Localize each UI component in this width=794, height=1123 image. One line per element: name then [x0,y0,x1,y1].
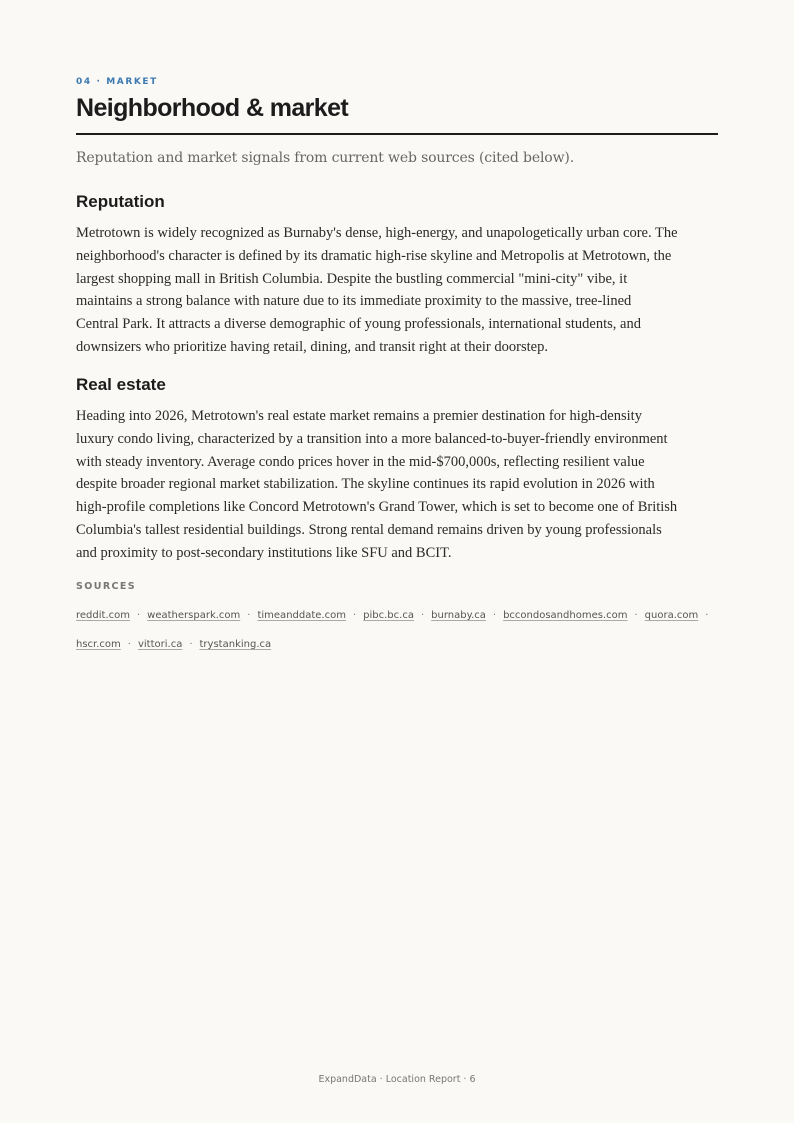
source-separator: · [492,610,497,621]
sources-label: SOURCES [76,581,137,592]
real-estate-line: luxury condo living, characterized by a transition into a more balanced-to-buyer-friendly environment [76,430,668,447]
source-link[interactable]: reddit.com [76,610,130,621]
real-estate-line: Heading into 2026, Metrotown's real estate market remains a premier destination for high-density [76,408,642,424]
section-kicker: 04 · MARKET [76,77,158,87]
reputation-line: maintains a strong balance with nature due to its immediate proximity to the massive, tree-lined [76,293,632,310]
source-separator: · [634,610,638,621]
source-link[interactable]: bccondosandhomes.com [503,610,628,621]
source-link[interactable]: vittori.ca [137,639,183,650]
source-separator: · [189,639,193,650]
source-separator: · [420,610,425,621]
sources-row-2 [76,639,718,650]
page-footer: ExpandData · Location Report · 6 [318,1074,476,1085]
reputation-heading: Reputation [76,192,165,211]
reputation-line: downsizers who prioritize having retail, dining, and transit right at their doorstep. [76,338,548,355]
sources-row-1 [76,610,718,621]
source-separator: · [127,639,131,650]
real-estate-line: Columbia's tallest residential buildings. Strong rental demand remains driven by young professionals [76,521,662,538]
reputation-line: largest shopping mall in British Columbia. Despite the bustling commercial "mini-city" vibe, it [76,270,628,287]
source-link[interactable]: timeanddate.com [257,610,346,621]
source-link[interactable]: trystanking.ca [199,639,272,650]
real-estate-line: despite broader regional market stabilization. The skyline continues its rapid evolution in 2026 with [76,476,655,493]
real-estate-line: high-profile completions like Concord Metrotown's Grand Tower, which is set to become one of British [76,499,678,516]
source-separator: · [705,610,709,621]
reputation-line: neighborhood's character is defined by its dramatic high-rise skyline and Metropolis at Metrotown, the [76,247,672,264]
page-subtitle: Reputation and market signals from current web sources (cited below). [76,150,575,166]
source-link[interactable]: hscr.com [76,639,121,650]
real-estate-heading: Real estate [76,375,166,394]
source-link[interactable]: weatherspark.com [147,610,241,621]
source-separator: · [352,610,357,621]
source-separator: · [136,610,141,621]
real-estate-paragraph [76,405,718,565]
reputation-line: Central Park. It attracts a diverse demographic of young professionals, international students, and [76,316,641,333]
title-rule [76,133,718,135]
real-estate-line: with steady inventory. Average condo prices hover in the mid-$700,000s, reflecting resilient value [76,453,645,470]
source-link[interactable]: pibc.bc.ca [363,610,414,621]
real-estate-line: and proximity to post-secondary institutions like SFU and BCIT. [76,544,452,561]
reputation-line: Metrotown is widely recognized as Burnaby's dense, high-energy, and unapologetically urban core. The [76,225,678,241]
source-link[interactable]: burnaby.ca [431,610,486,621]
source-separator: · [247,610,251,621]
reputation-paragraph [76,222,718,359]
source-link[interactable]: quora.com [644,610,699,621]
page-title: Neighborhood & market [76,94,349,122]
